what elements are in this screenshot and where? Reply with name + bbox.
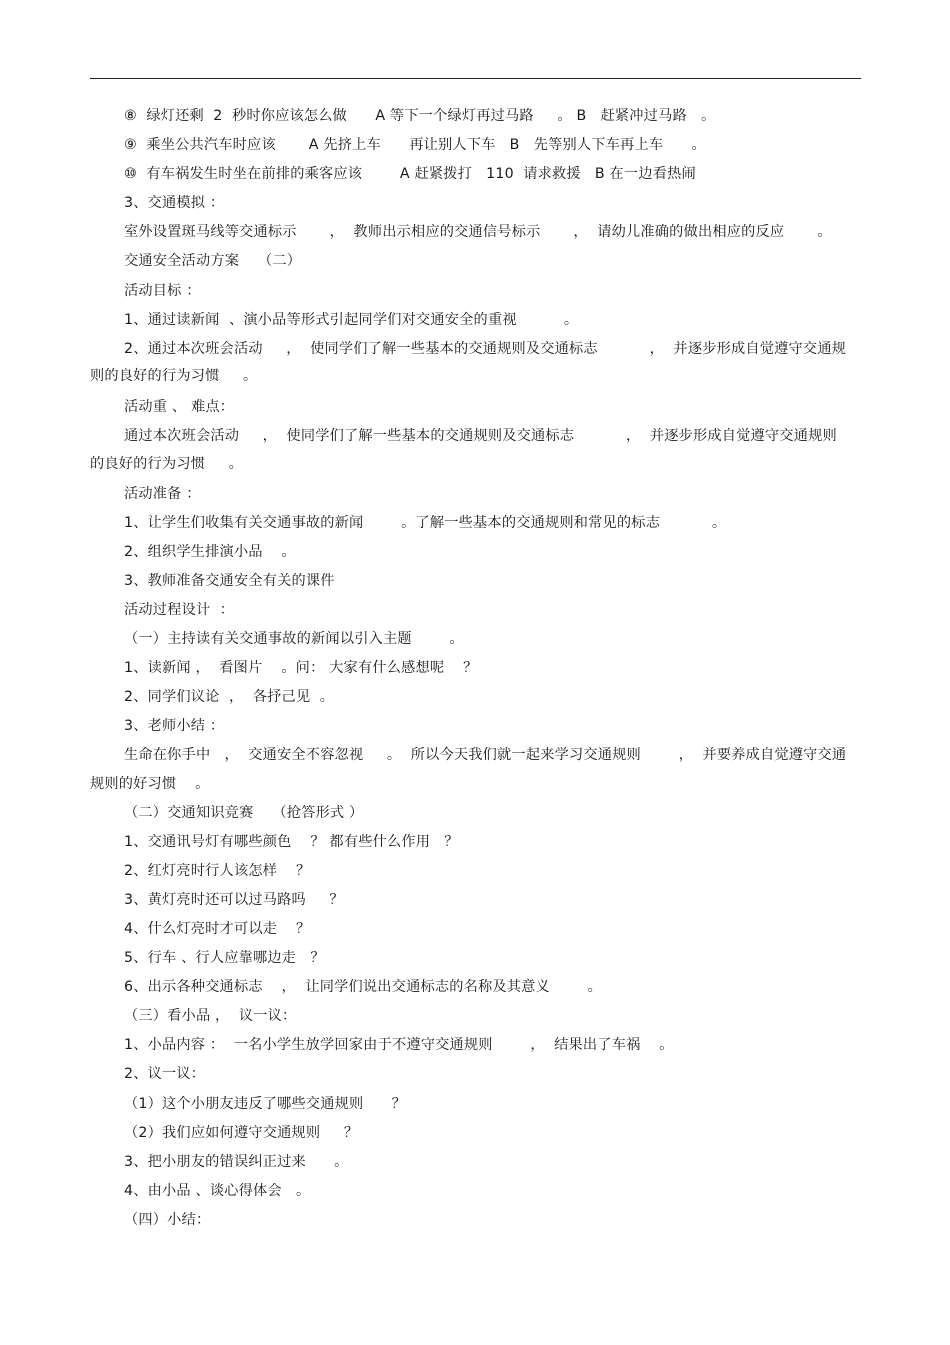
process-part-2: （二）交通知识竞赛 （抢答形式 ） — [124, 805, 364, 821]
part1-item-2: 2、同学们议论 ， 各抒己见 。 — [124, 689, 335, 705]
part1-item-1: 1、读新闻 ， 看图片 。问： 大家有什么感想呢 ？ — [124, 660, 478, 676]
process-part-1: （一）主持读有关交通事故的新闻以引入主题 。 — [124, 631, 464, 647]
discussion-q2: （2）我们应如何遵守交通规则 ？ — [124, 1125, 359, 1141]
summary-paragraph: 生命在你手中 ， 交通安全不容忽视 。 所以今天我们就一起来学习交通规则 ， 并要养成自觉遵守交通 — [124, 747, 847, 763]
part1-item-3: 3、老师小结 ： — [124, 718, 225, 734]
key-points-text-cont: 的良好的行为习惯 。 — [90, 456, 244, 472]
goal-item-1: 1、通过读新闻 、演小品等形式引起同学们对交通安全的重视 。 — [124, 312, 579, 328]
heading-preparation: 活动准备 ： — [124, 486, 201, 502]
paragraph-simulation: 室外设置斑马线等交通标示 ， 教师出示相应的交通信号标示 ， 请幼儿准确的做出相应的反应 。 — [124, 224, 832, 240]
plan-title-2: 交通安全活动方案 （二） — [124, 253, 302, 269]
quiz-item-2: 2、红灯亮时行人该怎样 ？ — [124, 863, 311, 879]
skit-item-3: 3、把小朋友的错误纠正过来 。 — [124, 1154, 349, 1170]
quiz-item-3: 3、黄灯亮时还可以过马路吗 ？ — [124, 892, 344, 908]
goal-item-2: 2、通过本次班会活动 ， 使同学们了解一些基本的交通规则及交通标志 ， 并逐步形成自觉遵守交通规 — [124, 341, 847, 357]
heading-key-points: 活动重 、 难点： — [124, 399, 235, 415]
prep-item-3: 3、教师准备交通安全有关的课件 — [124, 573, 335, 589]
key-points-text: 通过本次班会活动 ， 使同学们了解一些基本的交通规则及交通标志 ， 并逐步形成自觉遵守交通规则 — [124, 428, 837, 444]
section-traffic-simulation: 3、交通模拟 ： — [124, 195, 225, 211]
skit-item-4: 4、由小品 、谈心得体会 。 — [124, 1183, 311, 1199]
question-9: ⑨ 乘坐公共汽车时应该 A 先挤上车 再让别人下车 B 先等别人下车再上车 。 — [124, 137, 706, 153]
header-rule — [90, 78, 861, 79]
skit-item-2: 2、议一议： — [124, 1066, 206, 1082]
quiz-item-4: 4、什么灯亮时才可以走 ？ — [124, 921, 311, 937]
process-part-3: （三）看小品 ， 议一议： — [124, 1008, 297, 1024]
heading-activity-goals: 活动目标 ： — [124, 283, 201, 299]
question-10: ⑩ 有车祸发生时坐在前排的乘客应该 A 赶紧拨打 110 请求救援 B 在一边看热闹 — [124, 166, 696, 182]
summary-paragraph-cont: 规则的好习惯 。 — [90, 776, 210, 792]
question-8: ⑧ 绿灯还剩 2 秒时你应该怎么做 A 等下一个绿灯再过马路 。 B 赶紧冲过马路 。 — [124, 108, 716, 124]
prep-item-1: 1、让学生们收集有关交通事故的新闻 。了解一些基本的交通规则和常见的标志 。 — [124, 515, 727, 531]
skit-item-1: 1、小品内容 ： 一名小学生放学回家由于不遵守交通规则 ， 结果出了车祸 。 — [124, 1037, 674, 1053]
prep-item-2: 2、组织学生排演小品 。 — [124, 544, 296, 560]
quiz-item-6: 6、出示各种交通标志 ， 让同学们说出交通标志的名称及其意义 。 — [124, 979, 603, 995]
heading-process-design: 活动过程设计 ： — [124, 602, 235, 618]
discussion-q1: （1）这个小朋友违反了哪些交通规则 ？ — [124, 1096, 407, 1112]
goal-item-2-cont: 则的良好的行为习惯 。 — [90, 368, 258, 384]
process-part-4: （四）小结： — [124, 1212, 211, 1228]
quiz-item-5: 5、行车 、行人应靠哪边走 ？ — [124, 950, 325, 966]
quiz-item-1: 1、交通讯号灯有哪些颜色 ？ 都有些什么作用 ？ — [124, 834, 459, 850]
